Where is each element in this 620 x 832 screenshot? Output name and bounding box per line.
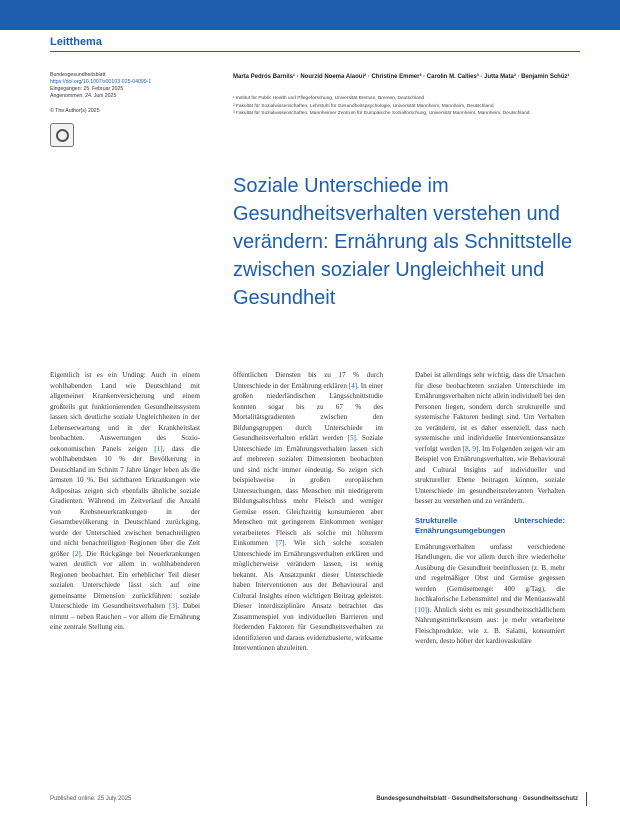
citation-link[interactable]: [1] — [154, 444, 163, 453]
citation-link[interactable]: [7] — [276, 539, 285, 547]
body-column-1: Eigentlich ist es ein Unding: Auch in einem wohlhabenden Land wie Deutschland mit allgemeiner Krankenversicherung und einem großteils gut funktionierenden Gesundheitssystem lassen sich deutliche soziale Ungleichheiten in der Lebenserwartung und in der Krankheitslast beobachten. Auswertungen des Sozio-oekonomischen Panels zeigen [1], dass die wohlhabendsten 10 % der Bevölkerung in Deutschland im Schnitt 7 Jahre länger leben als die ärmsten 10 %. Bei sichtbaren Erkrankungen wie Adipositas zeigen sich ebenfalls ähnliche soziale Gradienten. Während im Zeitverlauf die Anzahl von Krebsneuerkrankungen in der Gesamtbevölkerung in Deutschland zurückging, wurde der Unterschied zwischen benachteiligten und nicht benachteiligten Regionen über die Zeit größer [2]. Die Rückgänge bei Neuerkrankungen waren deutlich vor allem in wohlhabenderen Regionen beobachtet. Ein erheblicher Teil dieser sozialen Unterschiede lässt sich auf eine gemeinsame Dimension zurückführen: soziale Unterschiede im Gesundheitsverhalten [3]. Dabei nimmt – neben Rauchen – vor allem die Ernährung eine zentrale Stellung ein. — [50, 371, 201, 631]
section-label: Leitthema — [50, 36, 102, 48]
published-date: Published online: 25 July 2025 — [50, 796, 132, 802]
accepted-date: Angenommen: 24. Juni 2025 — [50, 93, 117, 99]
citation-link[interactable]: [4] — [348, 381, 358, 390]
received-date: Eingegangen: 25. Februar 2025 — [50, 86, 124, 92]
affiliation: ³ Fakultät für Sozialwissenschaften, Mannheimer Zentrum für Europäische Sozialforschung, Universität Mannheim, Mannheim, Deutschland — [233, 111, 530, 116]
subheading: Strukturelle Unterschiede: Ernährungsumgebungen — [415, 515, 565, 535]
body-column-3: Dabei ist allerdings sehr wichtig, dass die Ursachen für diese beobachteten sozialen Unterschiede im Ernährungsverhalten nicht allein individuell bei den Personen liegen, sondern durch strukturelle und systemische Faktoren bedingt sind. Um Verhalten zu verändern, ist es daher essenziell, dass nach systemische und individuelle Interventionsansätze verfolgt werden [8, 9]. Im Folgenden zeigen wir am Beispiel von Ernährungsverhalten, wie Behavioural and Cultural Insights auf individueller und struktureller Ebene beitragen können, soziale Unterschiede im gesundheitsrelevanten Verhalten besser zu verstehen und zu verändern. Strukturelle Unterschiede: Ernährungsumgebungen Ernährungsverhalten umfasst verschiedene Handlungen, die vor allem durch ihre wiederholte Ausübung die Gesundheit beeinflussen (z. B. mehr und regelmäßiger Obst und Gemüse gegessen werden (Gemüsemenge: 400 g/Tag), die hochkalorische Lebensmittel und die Menüauswahl [10]). Ähnlich sieht es mit gesundheitsschädlichem Nahrungsmittelkonsum aus: je mehr verarbeitete Fleischprodukte, wie z. B. Salami, konsumiert werden, desto höher der kardiovaskuläre — [415, 371, 565, 645]
citation-link[interactable]: [3] — [168, 602, 178, 610]
article-meta — [50, 72, 220, 147]
header-bar — [0, 0, 620, 30]
affiliation: ² Fakultät für Sozialwissenschaften, Lehrstuhl für Gesundheitspsychologie, Universität Mannheim, Mannheim, Deutschland — [233, 103, 494, 109]
footer-divider — [586, 792, 587, 806]
copyright: © The Author(s) 2025 — [50, 108, 100, 114]
journal-name: Bundesgesundheitsblatt — [50, 72, 106, 78]
citation-link[interactable]: [8, 9] — [462, 444, 479, 453]
author-list: Marta Pedrós Barnils¹ · Nourzid Noema Alaoui² · Christine Emmer³ · Carolin M. Callies³ · Jutta Mata³ · Benjamin Schüz¹ — [233, 74, 570, 80]
doi-link[interactable]: https://doi.org/10.1007/s00103-025-04099-1 — [50, 79, 152, 85]
citation-link[interactable]: [5] — [347, 434, 356, 442]
body-column-2: öffentlichen Diensten bis zu 17 % durch Unterschiede in der Ernährung erklären [4]. In einer großen niederländischen Längsschnittstudie konnten sogar bis zu 67 % des Mortalitätsgradienten zwischen den Bildungsgruppen durch Unterschiede im Gesundheitsverhalten erklärt werden [5]. Soziale Unterschiede im Ernährungsverhalten lassen sich auf mehreren sozialen Dimensionen beobachten und sind nicht immer eindeutig. So zeigen sich beispielsweise in großen europäischen Untersuchungen, dass Menschen mit niedrigerem Bildungsabschluss mehr Fleisch und weniger Gemüse essen. Gleichzeitig konsumieren aber Menschen mit geringerem Einkommen weniger verarbeitetes Fleisch als solche mit höherem Einkommen [7]. Wie sich solche sozialen Unterschiede im Ernährungsverhalten erklären und möglicherweise verändern lassen, ist wenig bekannt. Als Ansatzpunkt dieser Unterschiede haben Interventionen aus der Behavioural and Cultural Insights einen wichtigen Beitrag geleistet. Dieser interdisziplinäre Ansatz betrachtet das Zusammenspiel von individuellen Barrieren und fördernden Faktoren für Gesundheitsverhalten zu identifizieren und daraus evidenzbasierte, wirksame Interventionen abzuleiten. — [233, 371, 384, 652]
section-divider — [50, 51, 580, 52]
citation-link[interactable]: [2] — [72, 549, 81, 558]
affiliation: ¹ Institut für Public Health und Pflegeforschung, Universität Bremen, Bremen, Deutschland — [233, 96, 425, 101]
article-title: Soziale Unterschiede im Gesundheitsverhalten verstehen und verändern: Ernährung als Schnittstelle zwischen sozialer Ungleichheit und Gesundheit — [233, 175, 573, 309]
citation-link[interactable]: [10] — [415, 605, 427, 614]
open-access-icon — [50, 123, 74, 147]
affiliations — [233, 96, 573, 119]
journal-footer: Bundesgesundheitsblatt · Gesundheitsforschung · Gesundheitsschutz — [376, 796, 578, 802]
